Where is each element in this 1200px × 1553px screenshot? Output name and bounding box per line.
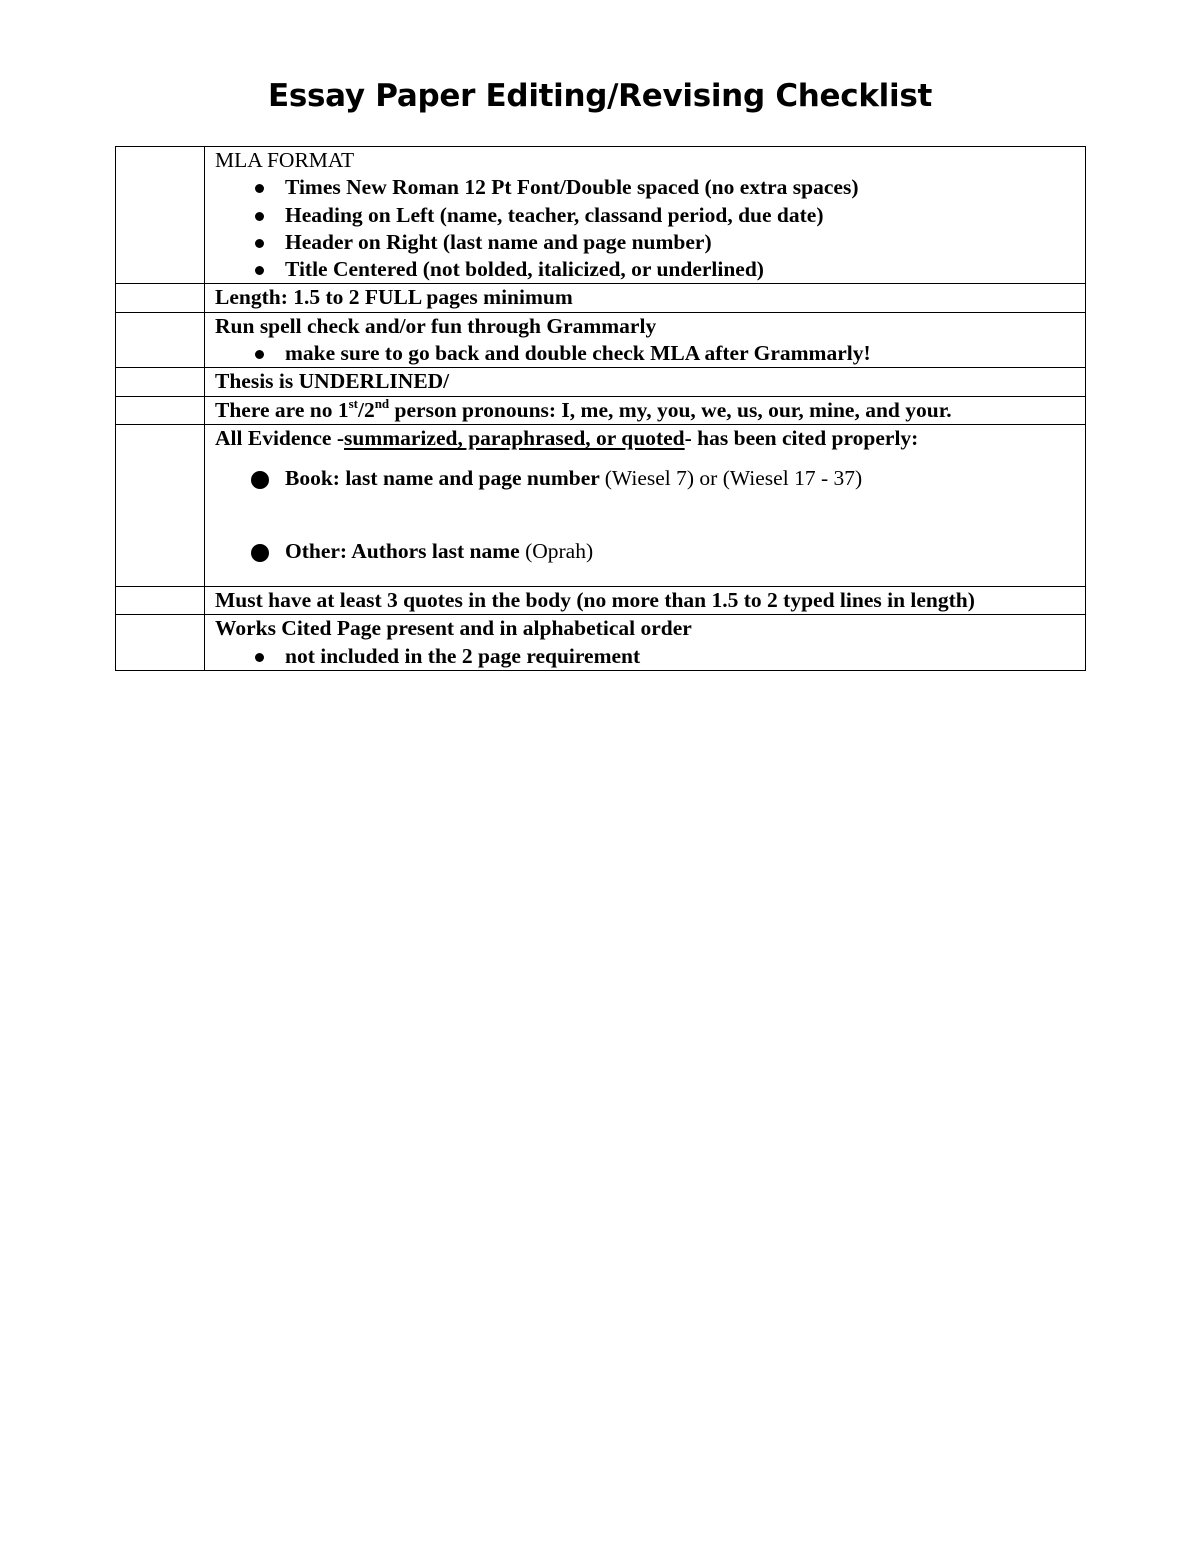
quotes-text: Must have at least 3 quotes in the body (no more than 1.5 to 2 typed lines in length) <box>205 586 1086 614</box>
other-label: Other: Authors last name <box>285 538 526 563</box>
checklist-row-evidence <box>116 424 1086 586</box>
checklist-row-works-cited <box>116 615 1086 671</box>
check-cell[interactable] <box>116 615 205 671</box>
check-cell[interactable] <box>116 424 205 586</box>
checklist-row-length <box>116 284 1086 312</box>
check-cell[interactable] <box>116 147 205 284</box>
pronouns-sup-second: nd <box>374 395 390 411</box>
evidence-other-bullet <box>215 538 1085 565</box>
evidence-bullet-list <box>215 465 1085 565</box>
pronouns-mid: /2 <box>357 397 375 422</box>
mla-bullet: Header on Right (last name and page number) <box>215 229 1085 256</box>
mla-heading: MLA FORMAT <box>215 148 355 172</box>
checklist-row-spell-check <box>116 312 1086 368</box>
checklist-table <box>115 146 1086 671</box>
mla-bullet: Times New Roman 12 Pt Font/Double spaced (no extra spaces) <box>215 174 1085 201</box>
thesis-text: Thesis is UNDERLINED/ <box>205 368 1086 396</box>
works-cited-bullet: not included in the 2 page requirement <box>215 643 1085 670</box>
check-cell[interactable] <box>116 586 205 614</box>
item-cell <box>205 615 1086 671</box>
checklist-row-quotes <box>116 586 1086 614</box>
checklist-row-pronouns <box>116 396 1086 424</box>
item-cell <box>205 312 1086 368</box>
spell-check-bullet-list <box>215 340 1085 367</box>
pronouns-prefix: There are no 1 <box>215 397 349 422</box>
pronouns-text <box>205 396 1086 424</box>
check-cell[interactable] <box>116 368 205 396</box>
evidence-suffix: - has been cited properly: <box>684 425 919 450</box>
pronouns-suffix: person pronouns: I, me, my, you, we, us, our, mine, and your. <box>389 397 952 422</box>
book-label: Book: last name and page number <box>285 466 605 491</box>
pronouns-sup-first: st <box>348 395 358 411</box>
mla-bullet: Heading on Left (name, teacher, classand period, due date) <box>215 202 1085 229</box>
length-text: Length: 1.5 to 2 FULL pages minimum <box>205 284 1086 312</box>
other-example: (Oprah) <box>525 538 594 563</box>
works-cited-bullet-list <box>215 643 1085 670</box>
evidence-book-bullet <box>215 465 1085 492</box>
mla-bullet-list <box>215 174 1085 283</box>
book-example: (Wiesel 7) or (Wiesel 17 - 37) <box>604 466 863 491</box>
evidence-prefix: All Evidence - <box>215 425 344 450</box>
evidence-underlined: summarized, paraphrased, or quoted <box>344 425 685 450</box>
spell-check-bullet: make sure to go back and double check MLA after Grammarly! <box>215 340 1085 367</box>
spell-check-text: Run spell check and/or fun through Grammarly <box>215 313 657 338</box>
item-cell <box>205 147 1086 284</box>
item-cell <box>205 424 1086 586</box>
check-cell[interactable] <box>116 284 205 312</box>
evidence-text <box>215 425 1085 452</box>
checklist-row-thesis <box>116 368 1086 396</box>
mla-bullet: Title Centered (not bolded, italicized, or underlined) <box>215 256 1085 283</box>
checklist-row-mla <box>116 147 1086 284</box>
check-cell[interactable] <box>116 396 205 424</box>
page-title: Essay Paper Editing/Revising Checklist <box>268 78 932 114</box>
works-cited-text: Works Cited Page present and in alphabetical order <box>215 616 692 641</box>
check-cell[interactable] <box>116 312 205 368</box>
